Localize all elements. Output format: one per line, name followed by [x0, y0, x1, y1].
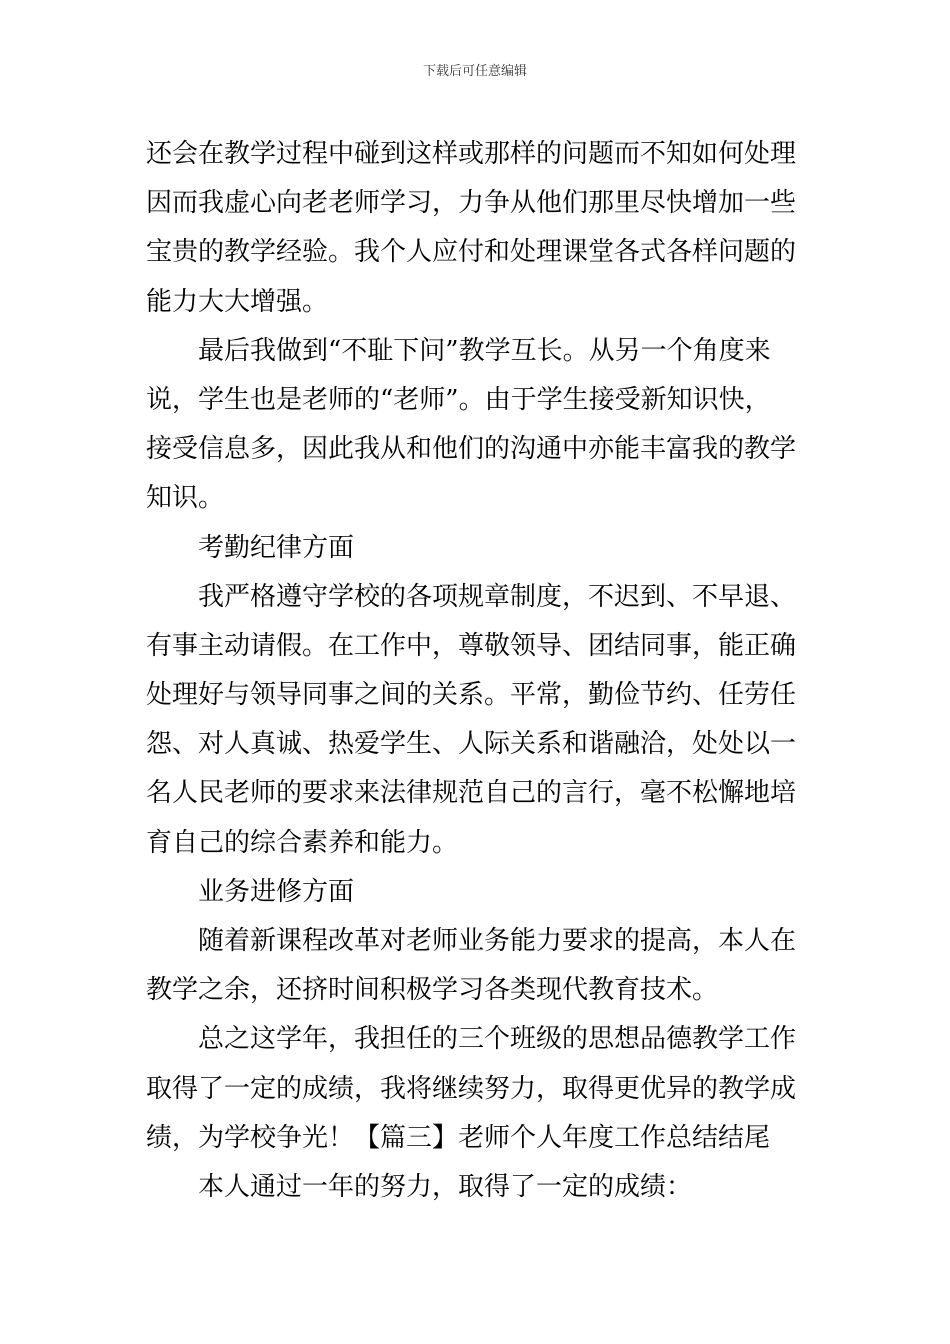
section-heading: 业务进修方面	[198, 876, 355, 907]
text-line: 有事主动请假。在工作中，尊敬领导、团结同事，能正确	[146, 630, 797, 661]
text-line: 说，学生也是老师的“老师”。由于学生接受新知识快，	[146, 384, 771, 415]
section-heading: 考勤纪律方面	[198, 532, 355, 563]
text-line: 教学之余，还挤时间积极学习各类现代教育技术。	[146, 975, 719, 1006]
text-line: 知识。	[146, 483, 225, 514]
text-line: 怨、对人真诚、热爱学生、人际关系和谐融洽，处处以一	[146, 729, 797, 760]
text-line: 本人通过一年的努力，取得了一定的成绩：	[198, 1171, 693, 1202]
page-header: 下载后可任意编辑	[422, 64, 527, 79]
text-line: 名人民老师的要求来法律规范自己的言行，毫不松懈地培	[146, 778, 797, 809]
text-line: 因而我虚心向老老师学习，力争从他们那里尽快增加一些	[146, 188, 797, 219]
text-line: 我严格遵守学校的各项规章制度，不迟到、不早退、	[198, 581, 797, 612]
text-line: 还会在教学过程中碰到这样或那样的问题而不知如何处理	[146, 139, 797, 169]
text-line: 最后我做到“不耻下问”教学互长。从另一个角度来	[198, 335, 771, 366]
document-body	[146, 130, 810, 1212]
text-line: 绩，为学校争光！【篇三】老师个人年度工作总结结尾	[146, 1122, 771, 1153]
text-line: 取得了一定的成绩，我将继续努力，取得更优异的教学成	[146, 1073, 797, 1104]
text-line: 随着新课程改革对老师业务能力要求的提高，本人在	[198, 926, 797, 956]
text-line: 总之这学年，我担任的三个班级的思想品德教学工作	[198, 1024, 797, 1055]
text-line: 接受信息多，因此我从和他们的沟通中亦能丰富我的教学	[146, 434, 797, 465]
text-line: 育自己的综合素养和能力。	[146, 827, 459, 858]
text-line: 处理好与领导同事之间的关系。平常，勤俭节约、任劳任	[146, 680, 797, 711]
text-line: 宝贵的教学经验。我个人应付和处理课堂各式各样问题的	[146, 237, 797, 268]
text-line: 能力大大增强。	[146, 286, 329, 317]
